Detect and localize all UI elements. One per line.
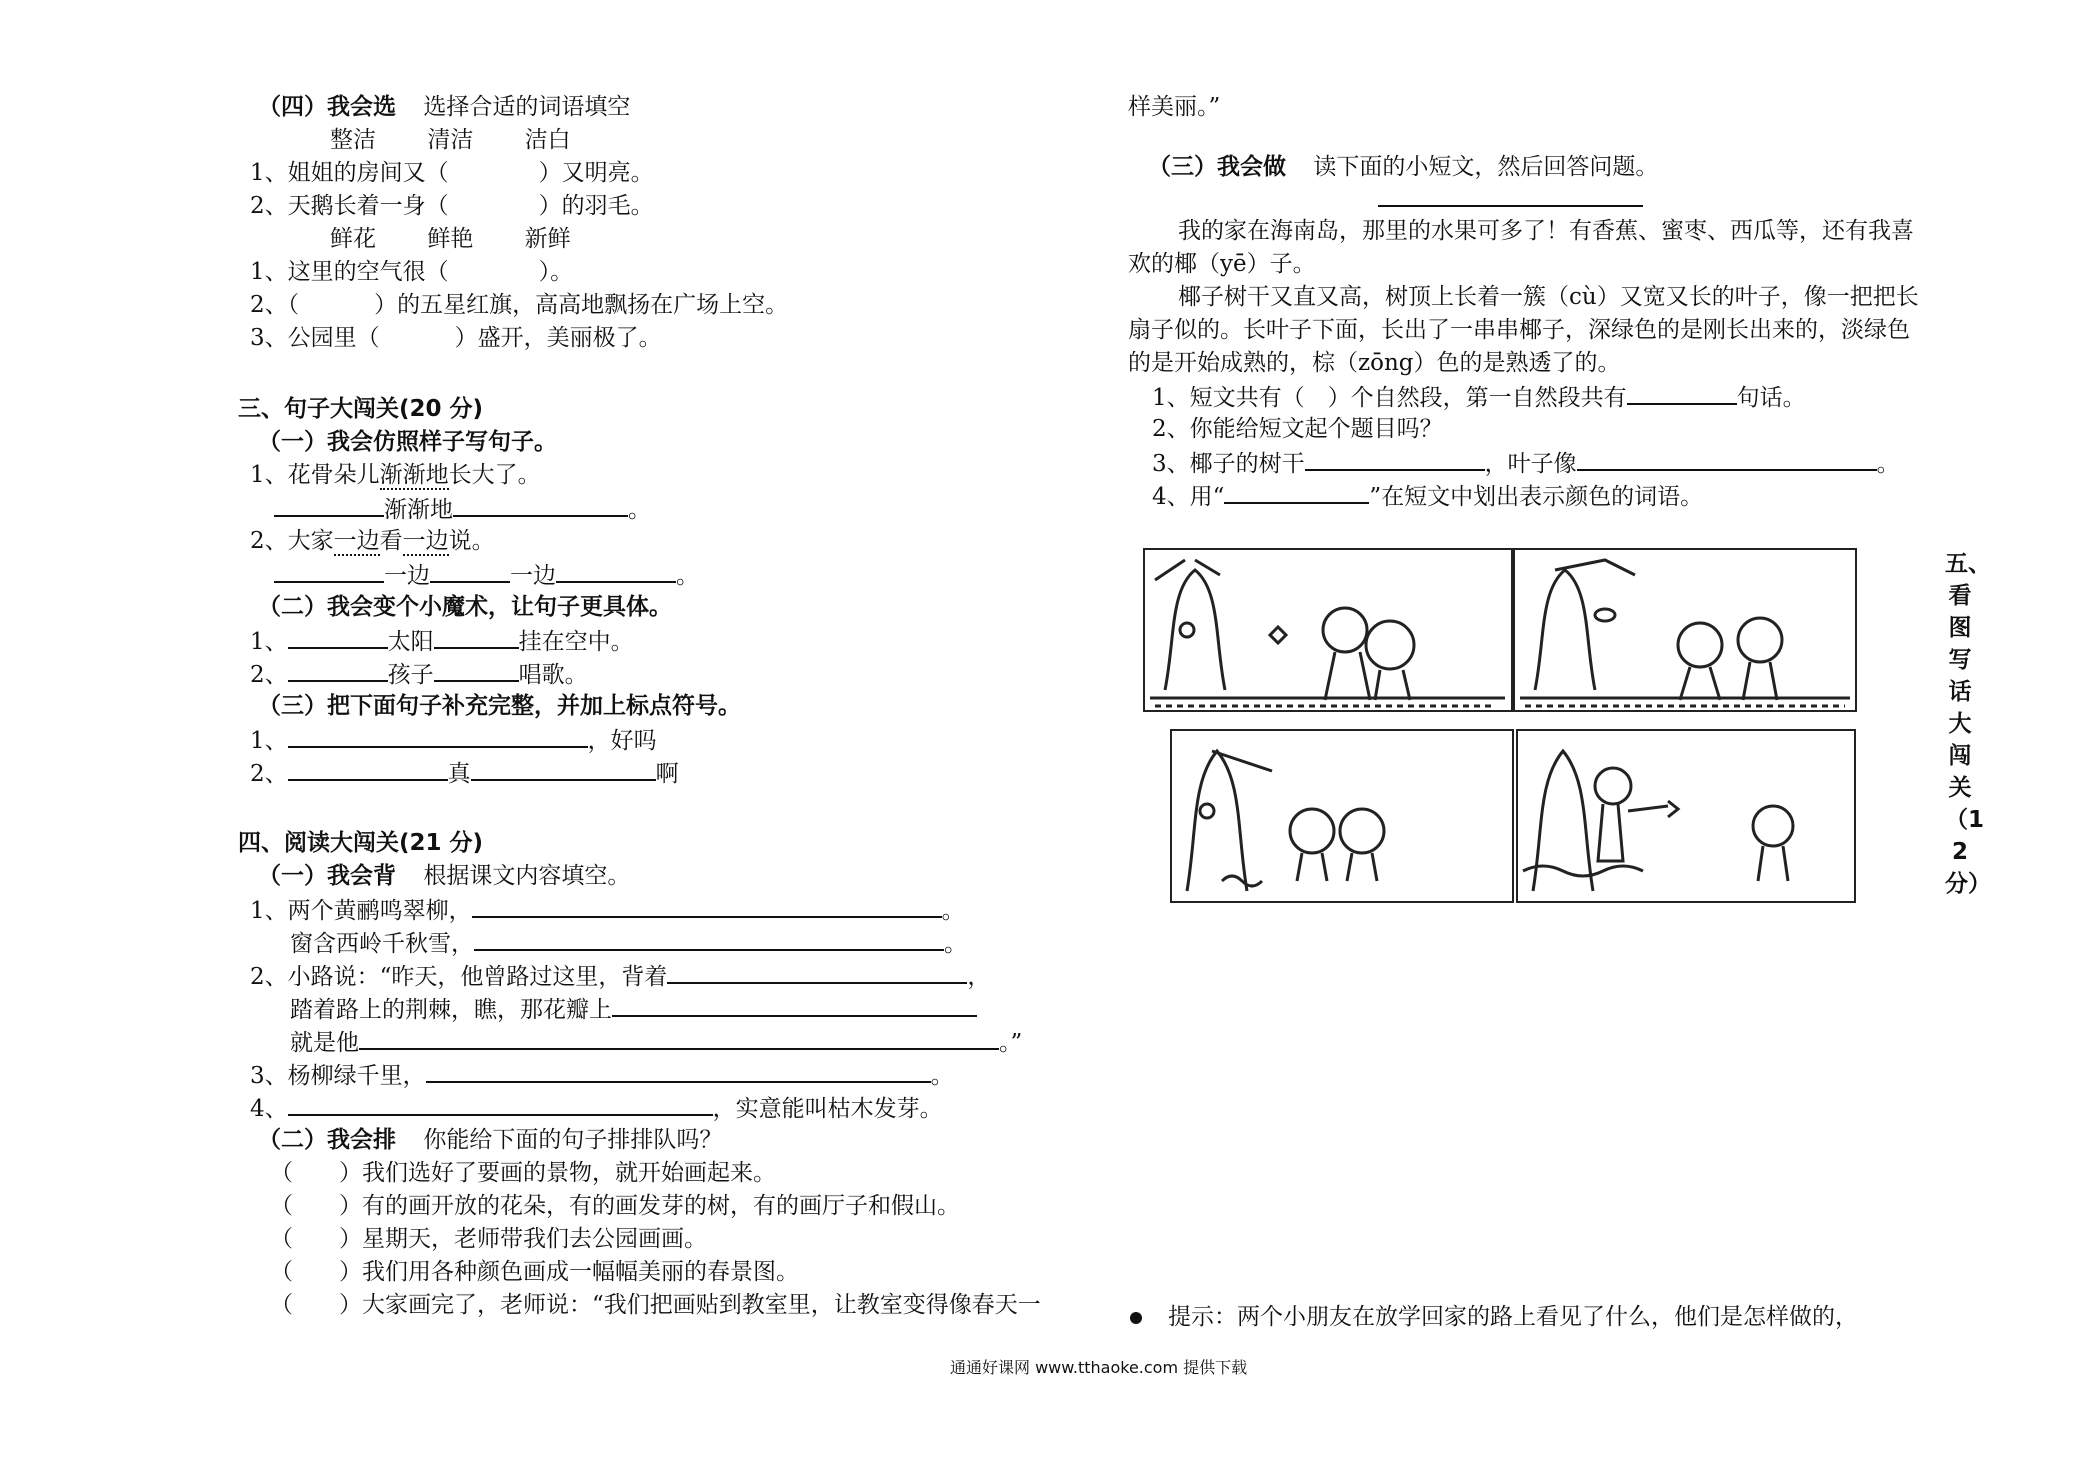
word: 整洁	[330, 127, 376, 153]
word-bank-1	[330, 125, 571, 155]
question-text: 3、公园里（	[250, 325, 380, 351]
reading-question	[1152, 381, 1806, 413]
question	[250, 290, 788, 320]
text: 1、花骨朵儿	[250, 462, 380, 488]
word: 洁白	[524, 127, 571, 153]
question-text: ）的五星红旗，高高地飘扬在广场上空。	[374, 292, 789, 318]
blank[interactable]	[288, 658, 388, 682]
text: 一边	[510, 563, 556, 589]
text: 。	[628, 497, 651, 523]
comic-drawing	[1172, 731, 1512, 901]
text: 渐渐地	[384, 497, 453, 523]
text: 3、椰子的树干	[1152, 451, 1305, 477]
blank[interactable]	[472, 894, 942, 918]
text: 2、大家	[250, 528, 334, 554]
title-blank[interactable]	[1378, 205, 1643, 207]
sub2-title: （二）我会变个小魔术，让句子更具体。	[258, 594, 672, 620]
r2-heading	[258, 1125, 722, 1155]
r1-heading	[258, 861, 630, 891]
text-line	[250, 960, 990, 992]
text: ，	[967, 964, 991, 990]
text: 。	[930, 1063, 954, 1089]
order-item: （ ）星期天，老师带我们去公园画画。	[270, 1226, 707, 1252]
text: 2、	[250, 761, 288, 787]
question-text: 2、（	[250, 292, 300, 318]
comic-panel-1	[1143, 548, 1513, 712]
blank[interactable]	[274, 493, 384, 517]
text: 1、两个黄鹂鸣翠柳，	[250, 898, 472, 924]
r1-instruction: 根据课文内容填空。	[423, 863, 631, 889]
question-text: ）盛开，美丽极了。	[454, 325, 662, 351]
text: 2、小路说：“昨天，他曾路过这里，背着	[250, 964, 668, 990]
text-line	[290, 1026, 1022, 1058]
text: 唱歌。	[518, 662, 588, 688]
text: 孩子	[387, 662, 434, 688]
blank[interactable]	[434, 625, 519, 649]
r3-heading	[1148, 152, 1658, 182]
bullet-icon	[1130, 1312, 1142, 1324]
comic-drawing	[1145, 550, 1511, 710]
question	[250, 158, 654, 188]
text: 。	[941, 898, 965, 924]
text: 1、	[250, 629, 288, 655]
text: 。	[1876, 451, 1900, 477]
text: 踏着路上的荆棘，瞧，那花瓣上	[290, 997, 612, 1023]
sub3-title: （三）把下面句子补充完整，并加上标点符号。	[258, 693, 741, 719]
text: 句话。	[1736, 385, 1806, 411]
text: 渐渐地	[379, 462, 449, 488]
sec4-title: 四、阅读大闯关(21 分)	[238, 830, 484, 856]
comic-drawing	[1515, 550, 1855, 710]
blank[interactable]	[288, 1092, 713, 1116]
blank[interactable]	[288, 724, 588, 748]
text: 就是他	[290, 1030, 359, 1056]
text: ，实意能叫枯木发芽。	[712, 1096, 943, 1122]
s4-title: （四）我会选	[258, 94, 396, 120]
blank[interactable]	[288, 625, 388, 649]
example-sentence	[250, 460, 541, 490]
passage-line: 的是开始成熟的，棕（zōng）色的是熟透了的。	[1128, 350, 1621, 376]
question-text: 2、天鹅长着一身（	[250, 193, 449, 219]
text: 啊	[655, 761, 679, 787]
comic-panel-2	[1513, 548, 1857, 712]
example-sentence	[250, 526, 495, 556]
text: 一边	[333, 528, 380, 554]
hint-line	[1130, 1302, 1858, 1332]
text: 看	[379, 528, 403, 554]
poem-line	[250, 1092, 943, 1124]
blank[interactable]	[1224, 480, 1369, 504]
blank[interactable]	[434, 658, 519, 682]
continuation-text: 样美丽。”	[1128, 94, 1221, 120]
question-text: 1、姐姐的房间又（	[250, 160, 449, 186]
order-item: （ ）我们用各种颜色画成一幅幅美丽的春景图。	[270, 1259, 799, 1285]
sec3-title: 三、句子大闯关(20 分)	[238, 396, 484, 422]
blank[interactable]	[556, 559, 676, 583]
order-item: （ ）有的画开放的花朵，有的画发芽的树，有的画厅子和假山。	[270, 1193, 960, 1219]
passage-line: 欢的椰（yē）子。	[1128, 251, 1316, 277]
text: 。”	[999, 1030, 1023, 1056]
footer: 通通好课网 www.tthaoke.com 提供下载	[950, 1358, 1248, 1377]
complete-sentence	[250, 757, 679, 789]
hint-text: 提示：两个小朋友在放学回家的路上看见了什么，他们是怎样做的，	[1168, 1304, 1858, 1330]
text: 4、	[250, 1096, 288, 1122]
word: 鲜花	[330, 226, 376, 252]
blank[interactable]	[667, 960, 967, 984]
blank[interactable]	[1627, 381, 1737, 405]
text: 挂在空中。	[518, 629, 634, 655]
text: 说。	[448, 528, 495, 554]
reading-question	[1152, 480, 1703, 512]
text: 。	[676, 563, 699, 589]
blank[interactable]	[1305, 447, 1485, 471]
fill-line	[274, 493, 651, 525]
s4-instruction: 选择合适的词语填空	[423, 94, 631, 120]
text: 1、	[250, 728, 288, 754]
order-item: （ ）我们选好了要画的景物，就开始画起来。	[270, 1160, 776, 1186]
passage-line: 椰子树干又直又高，树顶上长着一簇（cù）又宽又长的叶子，像一把把长	[1178, 284, 1919, 310]
blank[interactable]	[288, 757, 448, 781]
question-text: 1、这里的空气很（	[250, 259, 449, 285]
text: ，好吗	[587, 728, 657, 754]
comic-panel-3	[1170, 729, 1514, 903]
question	[250, 257, 573, 287]
text: ”在短文中划出表示颜色的词语。	[1369, 484, 1704, 510]
passage-line: 我的家在海南岛，那里的水果可多了！有香蕉、蜜枣、西瓜等，还有我喜	[1178, 218, 1914, 244]
sub1-title: （一）我会仿照样子写句子。	[258, 429, 557, 455]
blank[interactable]	[471, 757, 656, 781]
question	[250, 323, 662, 353]
r2-instruction: 你能给下面的句子排排队吗？	[423, 1127, 723, 1153]
blank[interactable]	[274, 559, 384, 583]
question-text: ）又明亮。	[538, 160, 654, 186]
text: 长大了。	[448, 462, 541, 488]
poem-line	[290, 927, 967, 959]
reading-question: 2、你能给短文起个题目吗？	[1152, 416, 1443, 442]
word: 清洁	[427, 127, 474, 153]
poem-line	[250, 894, 965, 926]
word: 鲜艳	[427, 226, 474, 252]
sec5-title: 五、看图写话大闯关（12分）	[1945, 551, 1991, 897]
blank[interactable]	[612, 993, 977, 1017]
text: 1、短文共有（ ）个自然段，第一自然段共有	[1152, 385, 1627, 411]
comic-panel-4	[1516, 729, 1856, 903]
question-text: ）的羽毛。	[538, 193, 654, 219]
text: 太阳	[387, 629, 434, 655]
text-line	[290, 993, 977, 1025]
r3-title: （三）我会做	[1148, 154, 1286, 180]
blank[interactable]	[453, 493, 628, 517]
text: 窗含西岭千秋雪，	[290, 931, 474, 957]
magic-sentence	[250, 658, 588, 690]
blank[interactable]	[1577, 447, 1877, 471]
reading-question	[1152, 447, 1900, 479]
poem-line	[250, 1059, 954, 1091]
s4-heading	[258, 92, 630, 122]
complete-sentence	[250, 724, 657, 756]
blank[interactable]	[426, 1059, 931, 1083]
magic-sentence	[250, 625, 634, 657]
r2-title: （二）我会排	[258, 1127, 396, 1153]
blank[interactable]	[359, 1026, 999, 1050]
text: ，叶子像	[1484, 451, 1577, 477]
text: 3、杨柳绿千里，	[250, 1063, 426, 1089]
text: 真	[447, 761, 471, 787]
text: 一边	[384, 563, 430, 589]
r1-title: （一）我会背	[258, 863, 396, 889]
question-text: ）。	[538, 259, 574, 285]
passage-line: 扇子似的。长叶子下面，长出了一串串椰子，深绿色的是刚长出来的，淡绿色	[1128, 317, 1910, 343]
word: 新鲜	[524, 226, 571, 252]
word-bank-2	[330, 224, 571, 254]
comic-drawing	[1518, 731, 1854, 901]
text: 一边	[402, 528, 449, 554]
order-item: （ ）大家画完了，老师说：“我们把画贴到教室里，让教室变得像春天一	[270, 1292, 1041, 1318]
r3-instruction: 读下面的小短文，然后回答问题。	[1313, 154, 1659, 180]
fill-line	[274, 559, 699, 591]
text: 4、用“	[1152, 484, 1225, 510]
text: 2、	[250, 662, 288, 688]
blank[interactable]	[430, 559, 510, 583]
question	[250, 191, 654, 221]
text: 。	[944, 931, 967, 957]
blank[interactable]	[474, 927, 944, 951]
